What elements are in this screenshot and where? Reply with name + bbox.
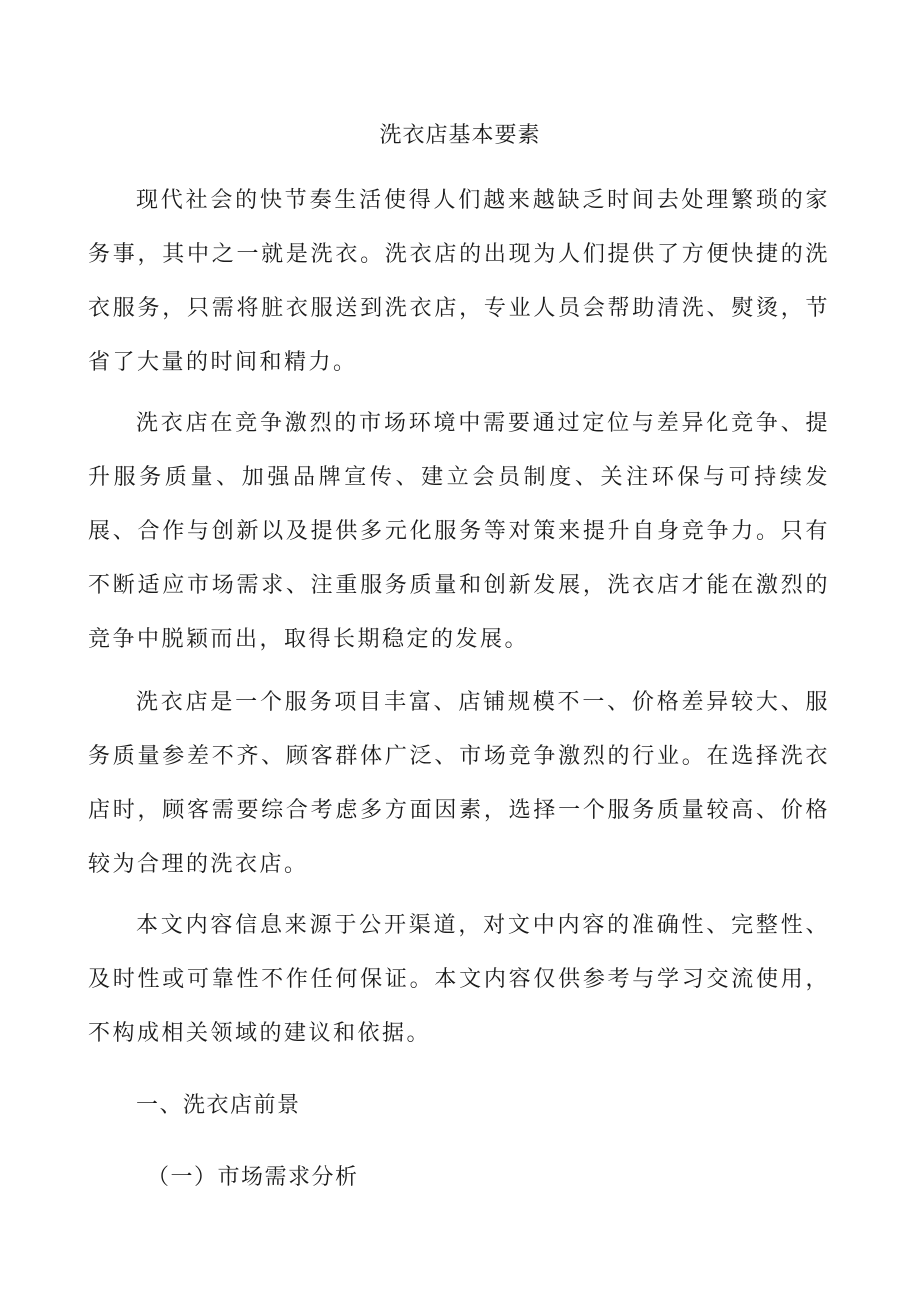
paragraph-industry: 洗衣店是一个服务项目丰富、店铺规模不一、价格差异较大、服务质量参差不齐、顾客群体广泛、市场竞争激烈的行业。在选择洗衣店时，顾客需要综合考虑多方面因素，选择一个服务质量较高、价格较为合理的洗衣店。 bbox=[88, 690, 830, 877]
section-heading: 一、洗衣店前景 bbox=[136, 1093, 301, 1118]
paragraph-intro: 现代社会的快节奏生活使得人们越来越缺乏时间去处理繁琐的家务事，其中之一就是洗衣。洗衣店的出现为人们提供了方便快捷的洗衣服务，只需将脏衣服送到洗衣店，专业人员会帮助清洗、熨烫，节省了大量的时间和精力。 bbox=[88, 188, 830, 375]
subsection-heading: （一）市场需求分析 bbox=[147, 1165, 359, 1190]
paragraph-competition: 洗衣店在竞争激烈的市场环境中需要通过定位与差异化竞争、提升服务质量、加强品牌宣传、建立会员制度、关注环保与可持续发展、合作与创新以及提供多元化服务等对策来提升自身竞争力。只有不断适应市场需求、注重服务质量和创新发展，洗衣店才能在激烈的竞争中脱颖而出，取得长期稳定的发展。 bbox=[88, 411, 830, 652]
document-title: 洗衣店基本要素 bbox=[379, 123, 541, 148]
paragraph-disclaimer: 本文内容信息来源于公开渠道，对文中内容的准确性、完整性、及时性或可靠性不作任何保证。本文内容仅供参考与学习交流使用，不构成相关领域的建议和依据。 bbox=[88, 913, 830, 1046]
